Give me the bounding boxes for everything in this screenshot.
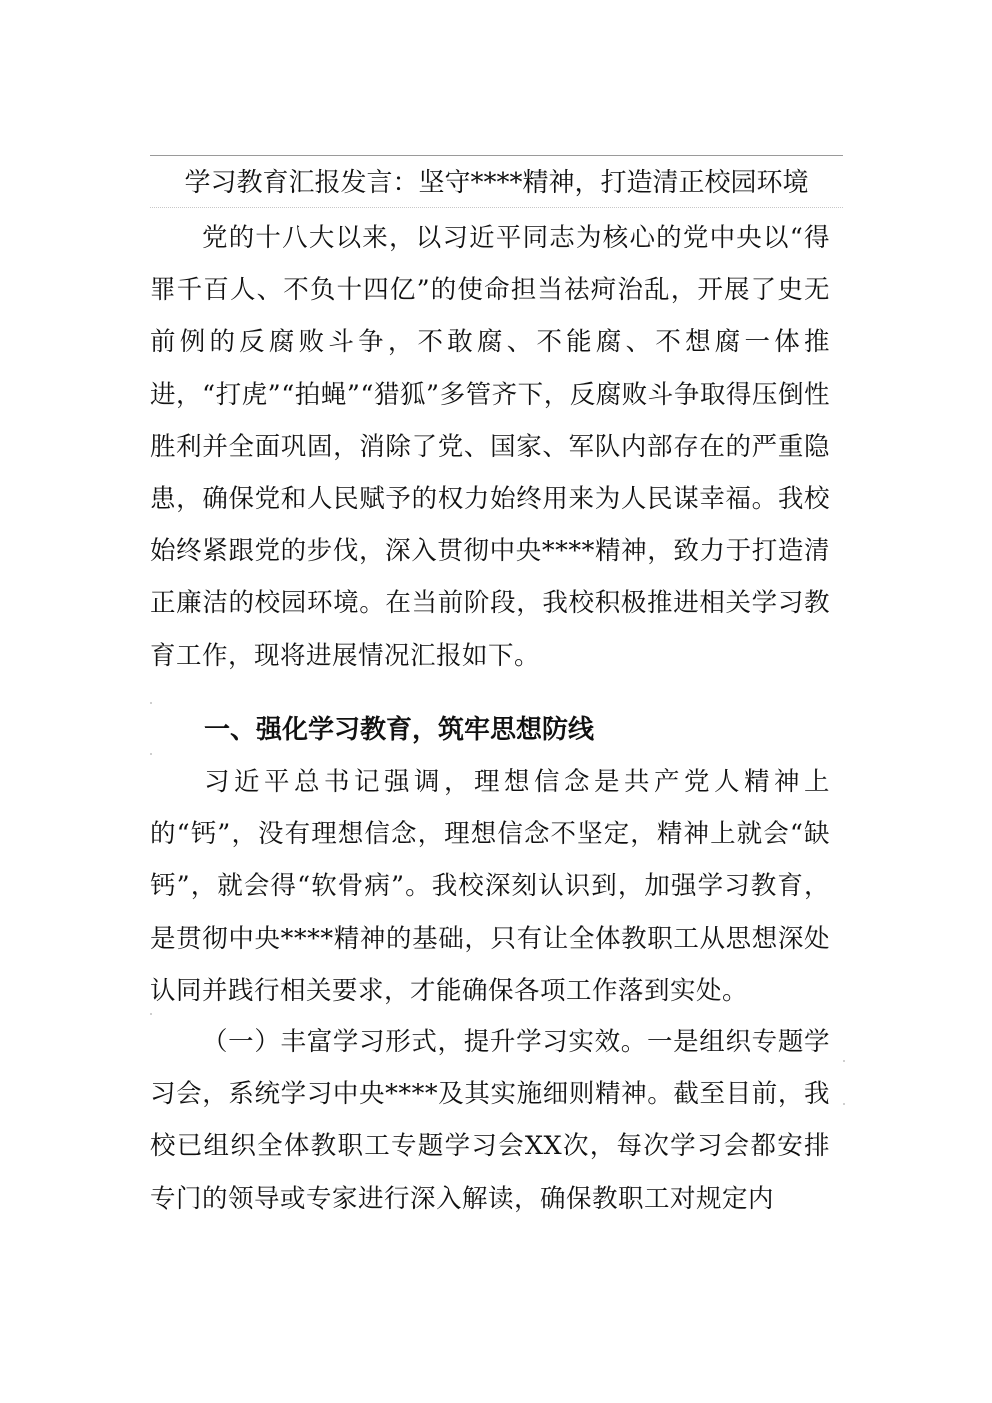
intro-paragraph: 党的十八大以来，以习近平同志为核心的党中央以“得罪千百人、不负十四亿”的使命担当祛疴治乱，开展了史无前例的反腐败斗争，不敢腐、不能腐、不想腐一体推进，“打虎”“拍蝇”“猎狐”多管齐下，反腐败斗争取得压倒性胜利并全面巩固，消除了党、国家、军队内部存在的严重隐患，确保党和人民赋予的权力始终用来为人民谋幸福。我校始终紧跟党的步伐，深入贯彻中央****精神，致力于打造清正廉洁的校园环境。在当前阶段，我校积极推进相关学习教育工作，现将进展情况汇报如下。 <box>150 223 830 671</box>
section-heading-1: 一、强化学习教育，筑牢思想防线 <box>204 715 595 745</box>
document-title: 学习教育汇报发言：坚守****精神，打造清正校园环境 <box>184 168 809 198</box>
title-top-rule <box>150 155 843 156</box>
scan-dot <box>150 753 152 755</box>
subsection-1-paragraph: （一）丰富学习形式，提升学习实效。一是组织专题学习会，系统学习中央****及其实施细则精神。截至目前，我校已组织全体教职工专题学习会XX次，每次学习会都安排专门的领导或专家进行深入解读，确保教职工对规定内 <box>150 1027 830 1214</box>
section-1-paragraph: 习近平总书记强调，理想信念是共产党人精神上的“钙”，没有理想信念，理想信念不坚定，精神上就会“缺钙”，就会得“软骨病”。我校深刻认识到，加强学习教育，是贯彻中央****精神的基础，只有让全体教职工从思想深处认同并践行相关要求，才能确保各项工作落到实处。 <box>150 767 830 1006</box>
scan-dot <box>150 702 152 704</box>
title-bottom-rule <box>150 207 843 208</box>
scan-dot <box>843 1103 845 1105</box>
scan-dot <box>150 1013 152 1015</box>
scan-dot <box>843 1060 845 1062</box>
